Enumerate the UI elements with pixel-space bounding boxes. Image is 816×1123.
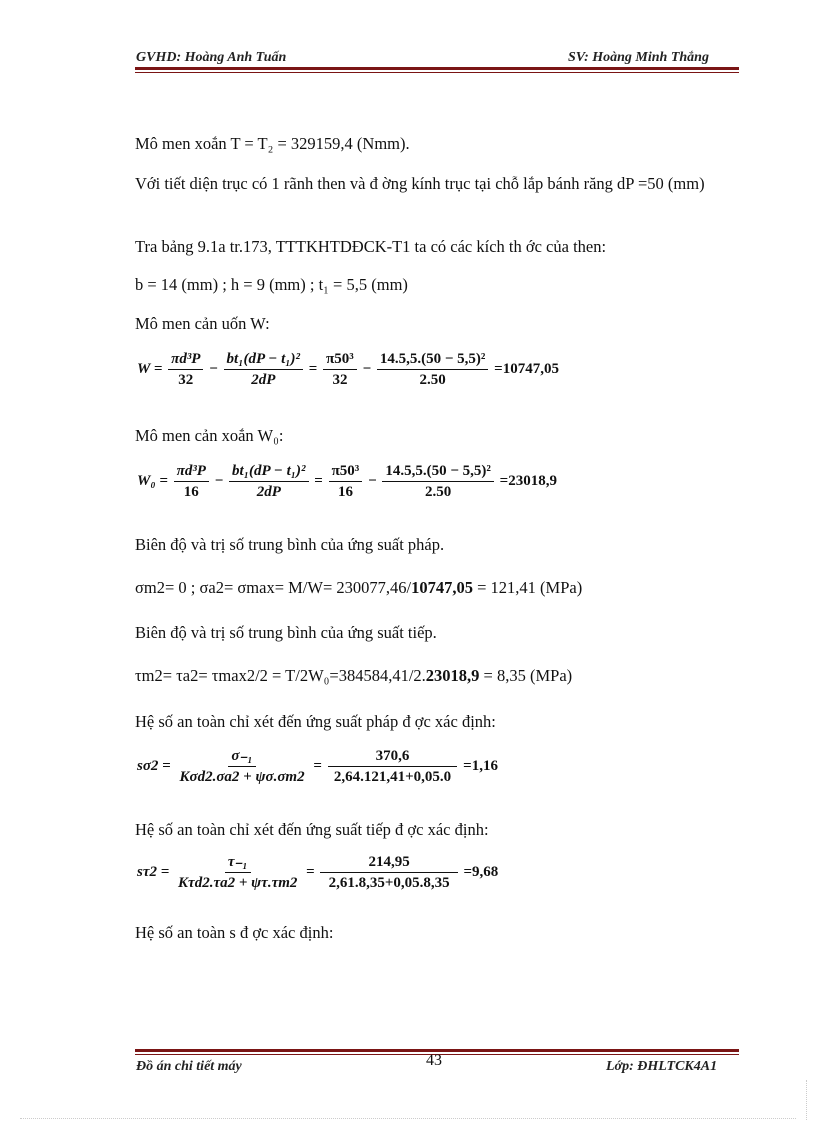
sigma-values-bold: 10747,05 xyxy=(411,578,473,597)
eq-s-sigma-f1-den: Kσd2.σa2 + ψσ.σm2 xyxy=(179,769,305,785)
paragraph-shear-stress: Biên độ và trị số trung bình của ứng suất tiếp. xyxy=(135,623,437,642)
eq-s-sigma-result: =1,16 xyxy=(463,757,498,774)
eq-w0-t2-num: bt₁(dP − t₁)² xyxy=(229,462,308,482)
footer-course: Đồ án chi tiết máy xyxy=(136,1059,242,1074)
eq-w0-equals: = xyxy=(314,472,323,489)
header-instructor: GVHD: Hoàng Anh Tuấn xyxy=(136,50,287,65)
paragraph-torsion-modulus: Mô men cản xoắn W₀: xyxy=(135,426,284,445)
eq-w0-t4-den: 2.50 xyxy=(425,484,452,500)
eq-w-lhs: W = xyxy=(137,360,163,377)
eq-s-sigma-lhs: sσ2 = xyxy=(137,757,171,774)
eq-w0-t3-den: 16 xyxy=(337,484,353,500)
eq-w-t4-den: 2.50 xyxy=(419,372,446,388)
eq-s-sigma-equals: = xyxy=(313,757,322,774)
paragraph-torque: Mô men xoắn T = T₂ = 329159,4 (Nmm). xyxy=(135,134,410,153)
eq-w0-result: =23018,9 xyxy=(499,472,557,489)
paragraph-sigma-values xyxy=(135,577,582,599)
equation-w0 xyxy=(137,462,557,501)
eq-s-tau-result: =9,68 xyxy=(463,863,499,880)
page-corner-dotted xyxy=(806,1080,808,1120)
header-student: SV: Hoàng Minh Thắng xyxy=(568,50,709,65)
paragraph-bending-modulus: Mô men cản uốn W: xyxy=(135,314,270,333)
sigma-values-result: = 121,41 (MPa) xyxy=(472,578,583,597)
paragraph-tau-values xyxy=(135,665,572,687)
eq-s-tau-f2-den: 2,61.8,35+0,05.8,35 xyxy=(328,875,450,891)
paragraph-normal-stress: Biên độ và trị số trung bình của ứng suất pháp. xyxy=(135,535,445,554)
eq-s-tau-equals: = xyxy=(306,863,315,880)
eq-w-minus2: − xyxy=(362,360,372,377)
sigma-values-text: σm2= 0 ; σa2= σmax= M/W= 230077,46/ xyxy=(135,578,412,597)
eq-w-equals: = xyxy=(308,360,318,377)
paragraph-safety-shear: Hệ số an toàn chỉ xét đến ứng suất tiếp đ ợc xác định: xyxy=(135,820,489,839)
paragraph-shaft-section: Với tiết diện trục có 1 rãnh then và đ ờng kính trục tại chỗ lắp bánh răng dP =50 (mm) xyxy=(135,174,705,193)
footer-class: Lớp: ĐHLTCK4A1 xyxy=(606,1059,718,1074)
eq-w0-minus2: − xyxy=(368,472,377,489)
eq-s-tau-lhs: sτ2 = xyxy=(137,863,170,880)
paragraph-table-ref: Tra bảng 9.1a tr.173, TTTKHTDĐCK-T1 ta có các kích th ớc của then: xyxy=(135,237,607,256)
eq-w-t2-num: bt₁(dP − t₁)² xyxy=(224,350,303,370)
eq-w0-t4-num: 14.5,5.(50 − 5,5)² xyxy=(382,462,494,482)
paragraph-safety-total: Hệ số an toàn s đ ợc xác định: xyxy=(135,923,334,942)
eq-s-sigma-f2-num: 370,6 xyxy=(328,747,458,767)
paragraph-safety-normal: Hệ số an toàn chỉ xét đến ứng suất pháp đ ợc xác định: xyxy=(135,712,496,731)
eq-w0-t3-num: π50³ xyxy=(329,462,363,482)
eq-s-sigma-f2-den: 2,64.121,41+0,05.0 xyxy=(333,769,452,785)
header-rule xyxy=(135,67,739,70)
eq-w-result: =10747,05 xyxy=(494,360,559,377)
eq-w-t2-den: 2dP xyxy=(251,372,276,388)
equation-w xyxy=(137,350,559,389)
eq-w-t3-den: 32 xyxy=(332,372,348,388)
tau-values-text: τm2= τa2= τmax2/2 = T/2W₀=384584,41/2. xyxy=(135,666,426,685)
eq-w0-lhs: W₀ = xyxy=(137,472,168,489)
eq-w0-t1-den: 16 xyxy=(183,484,199,500)
equation-s-sigma xyxy=(137,747,498,786)
eq-s-tau-f1-num: τ₋₁ xyxy=(225,853,251,873)
eq-w-t1-num: πd³P xyxy=(168,350,203,370)
header-rule-thin xyxy=(135,72,739,73)
tau-values-bold: 23018,9 xyxy=(425,666,480,685)
eq-w-t4-num: 14.5,5.(50 − 5,5)² xyxy=(377,350,489,370)
eq-w0-t1-num: πd³P xyxy=(174,462,209,482)
page-number: 43 xyxy=(426,1052,442,1069)
eq-w0-t2-den: 2dP xyxy=(256,484,281,500)
page-edge-dotted xyxy=(20,1118,796,1119)
eq-s-tau-f2-num: 214,95 xyxy=(320,853,457,873)
eq-w-t1-den: 32 xyxy=(178,372,194,388)
eq-w-minus1: − xyxy=(209,360,218,377)
eq-s-tau-f1-den: Kτd2.τa2 + ψτ.τm2 xyxy=(178,875,298,891)
tau-values-result: = 8,35 (MPa) xyxy=(479,666,573,685)
eq-w-t3-num: π50³ xyxy=(323,350,357,370)
eq-s-sigma-f1-num: σ₋₁ xyxy=(228,747,255,767)
paragraph-key-dimensions: b = 14 (mm) ; h = 9 (mm) ; t₁ = 5,5 (mm) xyxy=(135,275,408,294)
equation-s-tau xyxy=(137,853,498,892)
eq-w0-minus1: − xyxy=(214,472,224,489)
